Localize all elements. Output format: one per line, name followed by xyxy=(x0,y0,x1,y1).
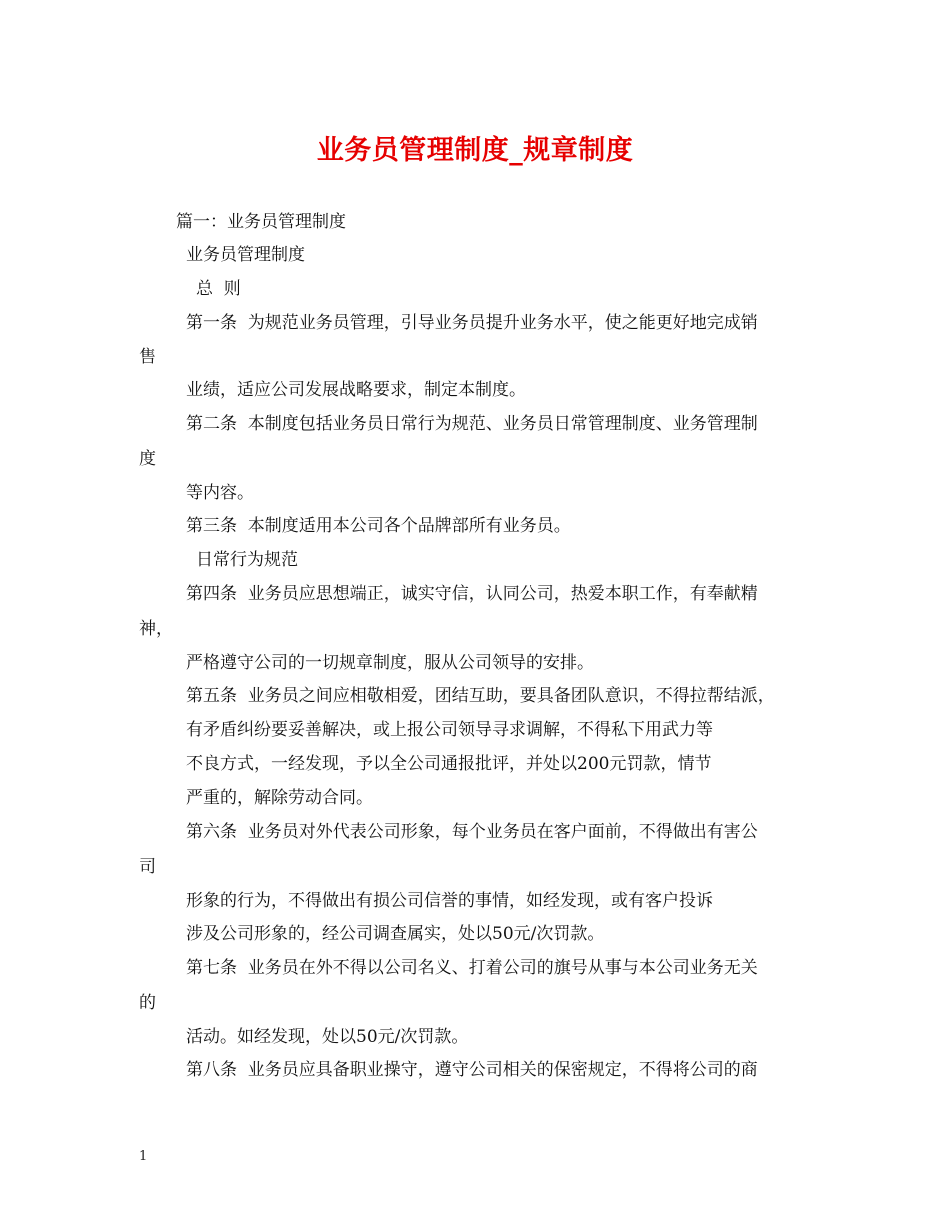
text-line: 不良方式，一经发现，予以全公司通报批评，并处以200元罚款，情节 xyxy=(186,754,712,774)
text-line: 总 则 xyxy=(196,279,241,299)
text-line: 严格遵守公司的一切规章制度，服从公司领导的安排。 xyxy=(186,653,594,673)
text-line: 第二条 本制度包括业务员日常行为规范、业务员日常管理制度、业务管理制 xyxy=(186,414,758,434)
text-line: 形象的行为，不得做出有损公司信誉的事情，如经发现，或有客户投诉 xyxy=(186,891,713,911)
text-line: 业绩，适应公司发展战略要求，制定本制度。 xyxy=(186,380,526,400)
text-line: 第七条 业务员在外不得以公司名义、打着公司的旗号从事与本公司业务无关 xyxy=(186,958,758,978)
document-title: 业务员管理制度_规章制度 xyxy=(316,135,634,166)
text-line: 度 xyxy=(139,449,156,469)
text-line: 等内容。 xyxy=(186,483,254,503)
text-line: 的 xyxy=(139,993,156,1013)
text-line: 严重的，解除劳动合同。 xyxy=(186,788,373,808)
text-line: 神， xyxy=(139,619,173,639)
text-line: 售 xyxy=(139,347,156,367)
page-number: 1 xyxy=(139,1149,148,1164)
text-line: 涉及公司形象的，经公司调查属实，处以50元/次罚款。 xyxy=(186,924,605,944)
text-line: 第五条 业务员之间应相敬相爱，团结互助，要具备团队意识，不得拉帮结派， xyxy=(186,686,775,706)
text-line: 日常行为规范 xyxy=(196,550,298,570)
text-line: 司 xyxy=(139,857,156,877)
text-line: 第八条 业务员应具备职业操守，遵守公司相关的保密规定，不得将公司的商 xyxy=(186,1060,758,1080)
text-line: 第一条 为规范业务员管理，引导业务员提升业务水平，使之能更好地完成销 xyxy=(186,313,758,333)
text-line: 业务员管理制度 xyxy=(186,245,305,265)
text-line: 有矛盾纠纷要妥善解决，或上报公司领导寻求调解，不得私下用武力等 xyxy=(186,720,713,740)
text-line: 活动。如经发现，处以50元/次罚款。 xyxy=(186,1027,469,1047)
text-line: 第三条 本制度适用本公司各个品牌部所有业务员。 xyxy=(186,516,571,536)
text-line: 第四条 业务员应思想端正，诚实守信，认同公司，热爱本职工作，有奉献精 xyxy=(186,584,758,604)
text-line: 第六条 业务员对外代表公司形象，每个业务员在客户面前，不得做出有害公 xyxy=(186,822,758,842)
text-line: 篇一：业务员管理制度 xyxy=(176,212,346,232)
